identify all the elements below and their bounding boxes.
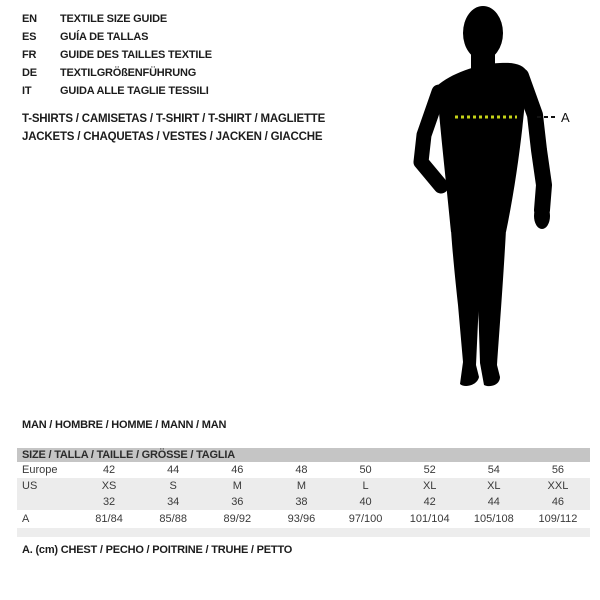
language-label: GUÍA DE TALLAS xyxy=(60,31,149,43)
size-table xyxy=(17,448,590,537)
size-cell: XL xyxy=(422,480,437,492)
language-label: TEXTILGRÖßENFÜHRUNG xyxy=(60,67,197,79)
silhouette-shape xyxy=(421,6,550,386)
size-cell: XS xyxy=(101,480,117,492)
size-cell: 52 xyxy=(423,464,436,476)
table-bottom-strip xyxy=(17,528,590,537)
product-line-tshirts: T-SHIRTS / CAMISETAS / T-SHIRT / T-SHIRT / MAGLIETTE xyxy=(22,113,326,125)
section-title-man: MAN / HOMBRE / HOMME / MANN / MAN xyxy=(22,419,227,431)
man-silhouette xyxy=(405,0,580,400)
size-cell: 101/104 xyxy=(409,513,450,525)
language-row xyxy=(22,10,212,28)
measurement-footnote: A. (cm) CHEST / PECHO / POITRINE / TRUHE / PETTO xyxy=(22,544,293,556)
language-row xyxy=(22,64,212,82)
size-cell: 44 xyxy=(167,464,180,476)
size-cell: XXL xyxy=(547,480,569,492)
size-cell: 40 xyxy=(359,496,372,508)
size-cell: 42 xyxy=(102,464,116,476)
language-code: EN xyxy=(22,13,37,25)
size-table-header: SIZE / TALLA / TAILLE / GRÖSSE / TAGLIA xyxy=(17,448,590,462)
row-label: Europe xyxy=(22,464,58,476)
size-cell: 38 xyxy=(295,496,308,508)
size-cell: 105/108 xyxy=(473,513,514,525)
size-cell: 42 xyxy=(423,496,436,508)
table-row-us xyxy=(17,478,590,494)
size-cell: 50 xyxy=(359,464,372,476)
size-cell: M xyxy=(232,480,242,492)
size-cell: 34 xyxy=(167,496,180,508)
size-cell: M xyxy=(296,480,307,492)
language-row xyxy=(22,46,212,64)
size-cell: 46 xyxy=(231,464,244,476)
size-cell: 81/84 xyxy=(95,513,123,525)
product-categories xyxy=(22,110,325,146)
language-code: IT xyxy=(22,85,32,97)
size-cell: 56 xyxy=(551,464,565,476)
language-code: FR xyxy=(22,49,37,61)
language-label: TEXTILE SIZE GUIDE xyxy=(60,13,168,25)
measure-label-a: A xyxy=(561,110,570,125)
size-cell: 44 xyxy=(487,496,500,508)
table-row-us-numeric xyxy=(17,494,590,510)
size-cell: 85/88 xyxy=(159,513,187,525)
table-row-chest xyxy=(17,510,590,528)
size-cell: 48 xyxy=(295,464,308,476)
size-cell: 109/112 xyxy=(538,513,578,525)
size-cell: 89/92 xyxy=(223,513,252,525)
language-code: DE xyxy=(22,67,37,79)
size-cell: 46 xyxy=(551,496,565,508)
size-cell: 36 xyxy=(231,496,244,508)
language-label: GUIDE DES TAILLES TEXTILE xyxy=(60,49,212,61)
language-code: ES xyxy=(22,31,37,43)
language-list xyxy=(22,10,212,100)
row-label: US xyxy=(22,480,38,492)
size-cell: S xyxy=(169,480,177,492)
product-line-jackets: JACKETS / CHAQUETAS / VESTES / JACKEN / GIACCHE xyxy=(22,131,323,143)
language-label: GUIDA ALLE TAGLIE TESSILI xyxy=(60,85,209,97)
size-cell: 97/100 xyxy=(348,513,383,525)
row-label: A xyxy=(22,513,30,525)
size-cell: 32 xyxy=(102,496,116,508)
language-row xyxy=(22,28,212,46)
size-cell: 93/96 xyxy=(287,513,316,525)
size-cell: L xyxy=(362,480,369,492)
language-row xyxy=(22,82,212,100)
size-cell: XL xyxy=(487,480,501,492)
table-row-europe xyxy=(17,462,590,478)
size-cell: 54 xyxy=(487,464,500,476)
